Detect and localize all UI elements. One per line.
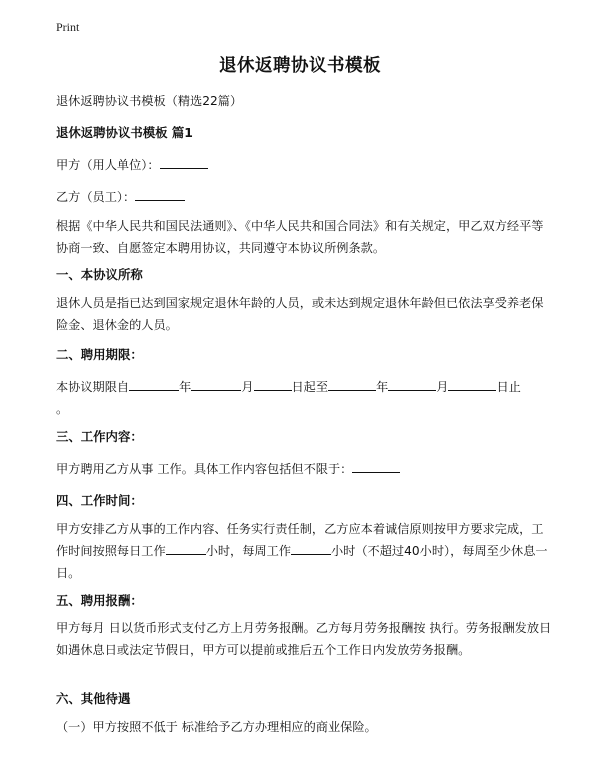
blank-field [388, 376, 436, 391]
blank-field [160, 154, 208, 169]
blank-field [291, 540, 331, 555]
blank-field [166, 540, 206, 555]
section-5-heading: 五、聘用报酬： [56, 593, 143, 608]
intro-paragraph: 根据《中华人民共和国民法通则》、《中华人民共和国合同法》和有关规定，甲乙双方经平等协商一致、自愿签定本聘用协议，共同遵守本协议所例条款。 [56, 219, 544, 255]
party-b-label: 乙方（员工）： [56, 190, 136, 204]
section-2-body [56, 376, 556, 398]
section-4-heading: 四、工作时间： [56, 493, 143, 508]
blank-field [135, 186, 185, 201]
term-text: 日止 [496, 380, 521, 394]
blank-field [254, 376, 292, 391]
work-time-text: 小时（不超过40小时），每周至少休息一日。 [56, 544, 548, 580]
blank-field [129, 376, 179, 391]
term-text: 年 [376, 380, 389, 394]
blank-field [328, 376, 376, 391]
section-4-body [56, 518, 552, 584]
work-content-text: 甲方聘用乙方从事 工作。具体工作内容包括但不限于： [56, 462, 353, 476]
work-time-text: 小时，每周工作 [205, 544, 291, 558]
section-1-body: 退休人员是指已达到国家规定退休年龄的人员，或未达到规定退休年龄但已依法享受养老保险金、退休金的人员。 [56, 296, 544, 332]
section-2-heading: 二、聘用期限： [56, 347, 143, 362]
term-text: 日起至 [291, 380, 329, 394]
section-3-heading: 三、工作内容： [56, 429, 143, 444]
section-2-end: 。 [56, 402, 69, 416]
section-1-heading: 一、本协议所称 [56, 267, 143, 282]
print-label[interactable]: Print [56, 20, 80, 34]
section-6-heading: 六、其他待遇 [56, 691, 131, 706]
blank-field [352, 458, 400, 473]
blank-field [448, 376, 496, 391]
section-3-body [56, 458, 556, 480]
section-6-item-1: （一）甲方按照不低于 标准给予乙方办理相应的商业保险。 [56, 720, 377, 734]
party-b-line [56, 186, 556, 208]
party-a-label: 甲方（用人单位）： [56, 158, 160, 172]
section-5-body: 甲方每月 日以货币形式支付乙方上月劳务报酬。乙方每月劳务报酬按 执行。劳务报酬发放日如遇休息日或法定节假日，甲方可以提前或推后五个工作日内发放劳务报酬。 [56, 621, 552, 657]
term-text: 本协议期限自 [56, 380, 130, 394]
term-text: 月 [436, 380, 449, 394]
section-heading: 退休返聘协议书模板 篇1 [56, 125, 193, 140]
blank-field [191, 376, 241, 391]
document-title: 退休返聘协议书模板 [219, 56, 381, 76]
document-subtitle: 退休返聘协议书模板（精选22篇） [56, 94, 243, 108]
term-text: 年 [179, 380, 192, 394]
party-a-line [56, 154, 556, 176]
term-text: 月 [241, 380, 254, 394]
work-time-text: 甲方安排乙方从事的工作内容、任务实行责任制，乙方应本着诚信原则按甲方要求完成，工作时间按照每日工作 [56, 522, 544, 558]
